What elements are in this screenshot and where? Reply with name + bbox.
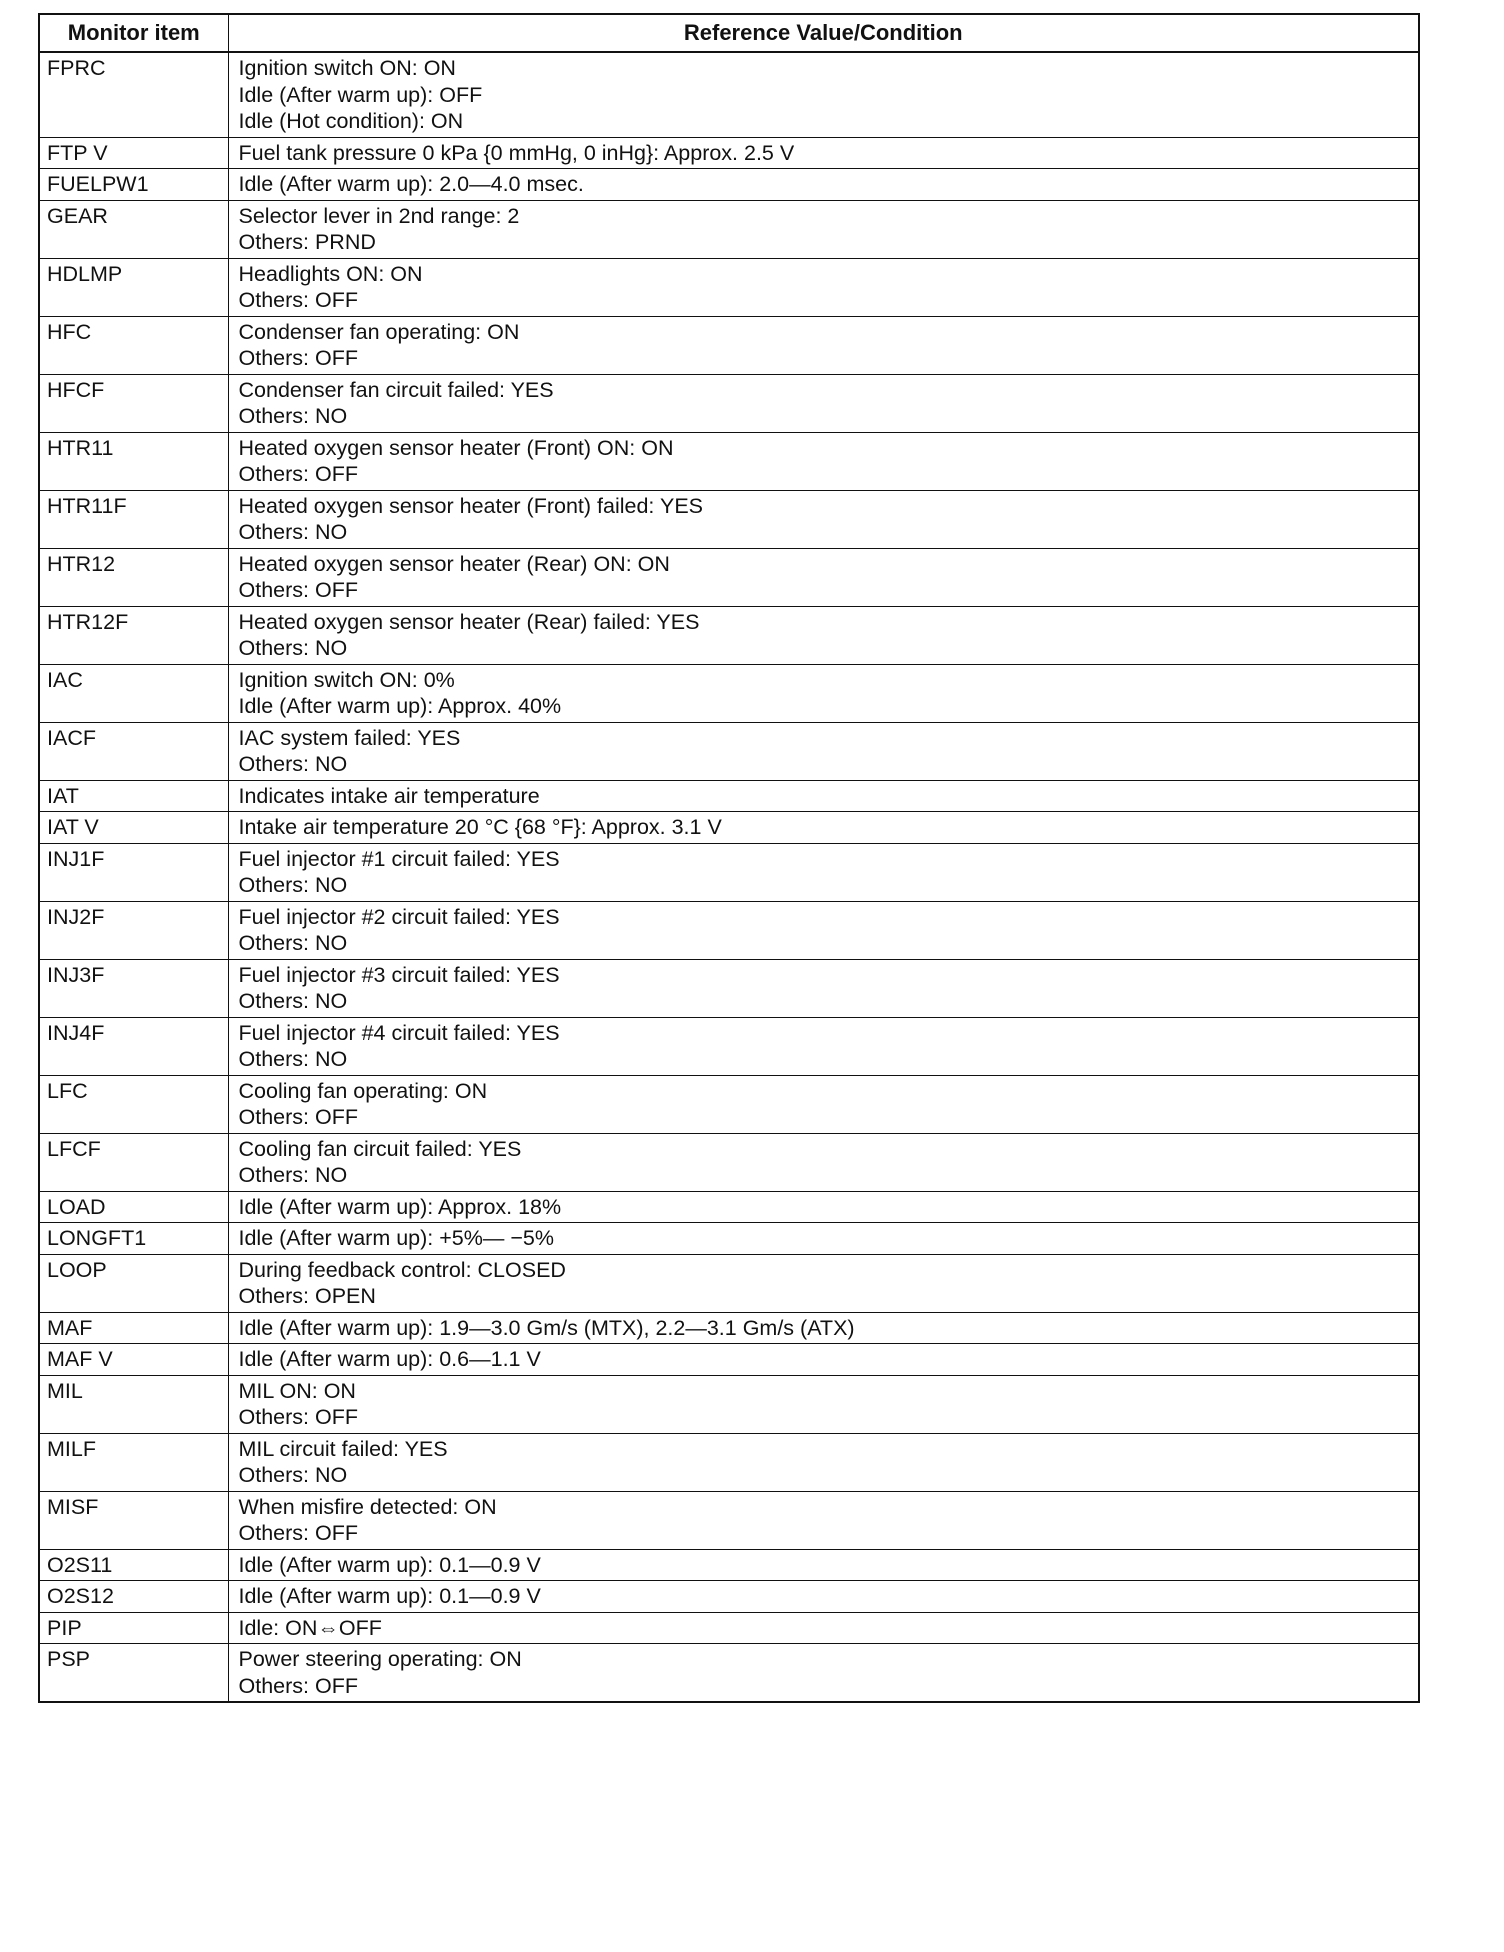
table-row — [39, 1581, 1419, 1613]
reference-value-cell — [228, 812, 1419, 844]
monitor-item-cell: MIL — [39, 1375, 228, 1433]
condition-line: Idle (After warm up): 2.0—4.0 msec. — [238, 172, 584, 196]
table-row — [39, 606, 1419, 664]
condition-line: Others: NO — [238, 752, 348, 776]
reference-value-cell — [228, 780, 1419, 812]
monitor-item-cell: LONGFT1 — [39, 1223, 228, 1255]
monitor-item-cell: FUELPW1 — [39, 169, 228, 201]
reference-value-cell — [228, 664, 1419, 722]
monitor-item-cell: LFCF — [39, 1133, 228, 1191]
reference-value-cell — [228, 606, 1419, 664]
reference-value-cell — [228, 52, 1419, 137]
condition-line: Others: NO — [238, 873, 348, 897]
condition-line: Others: OPEN — [238, 1284, 376, 1308]
condition-line: Fuel injector #3 circuit failed: YES — [238, 962, 560, 987]
table-header — [39, 14, 1419, 52]
table-row — [39, 1612, 1419, 1644]
condition-line: Others: NO — [238, 520, 348, 544]
condition-line: IAC system failed: YES — [238, 725, 461, 750]
header-reference-value: Reference Value/Condition — [228, 14, 1419, 52]
condition-line: Others: OFF — [238, 462, 358, 486]
condition-line: Idle (Hot condition): ON — [238, 109, 464, 133]
table-row — [39, 812, 1419, 844]
condition-line: Fuel tank pressure 0 kPa {0 mmHg, 0 inHg}: Approx. 2.5 V — [238, 140, 795, 165]
reference-value-cell — [228, 1549, 1419, 1581]
table-row — [39, 1017, 1419, 1075]
condition-line: Idle (After warm up): 0.1—0.9 V — [238, 1584, 541, 1608]
condition-line: Others: OFF — [238, 1673, 358, 1698]
condition-line: Others: NO — [238, 931, 348, 955]
table-row — [39, 1433, 1419, 1491]
condition-line: Intake air temperature 20 °C {68 °F}: Approx. 3.1 V — [238, 815, 722, 839]
condition-line: Others: NO — [238, 636, 348, 660]
condition-line: Idle (After warm up): 0.6—1.1 V — [238, 1347, 541, 1371]
table-row — [39, 1312, 1419, 1344]
condition-line: Others: OFF — [238, 1521, 358, 1545]
table-body — [39, 52, 1419, 1702]
monitor-item-cell: IACF — [39, 722, 228, 780]
table-row — [39, 780, 1419, 812]
condition-line: Idle (After warm up): 1.9—3.0 Gm/s (MTX), 2.2—3.1 Gm/s (ATX) — [238, 1315, 855, 1340]
reference-value-cell — [228, 1344, 1419, 1376]
reference-value-cell — [228, 316, 1419, 374]
table-row — [39, 432, 1419, 490]
table-row — [39, 1223, 1419, 1255]
condition-line: Selector lever in 2nd range: 2 — [238, 203, 520, 228]
reference-value-cell — [228, 432, 1419, 490]
monitor-item-cell: HFC — [39, 316, 228, 374]
table-row — [39, 1344, 1419, 1376]
table-row — [39, 258, 1419, 316]
condition-line: Idle (After warm up): Approx. 40% — [238, 694, 562, 718]
condition-line: Idle (After warm up): 0.1—0.9 V — [238, 1552, 541, 1577]
monitor-item-cell: MAF V — [39, 1344, 228, 1376]
table-row — [39, 200, 1419, 258]
reference-value-cell — [228, 1433, 1419, 1491]
table-row — [39, 1491, 1419, 1549]
monitor-item-cell: LOOP — [39, 1254, 228, 1312]
monitor-item-cell: INJ3F — [39, 959, 228, 1017]
reference-value-cell — [228, 1612, 1419, 1644]
table-row — [39, 374, 1419, 432]
condition-line: Others: PRND — [238, 230, 376, 254]
condition-line: Fuel injector #4 circuit failed: YES — [238, 1020, 560, 1045]
condition-line: Others: OFF — [238, 1105, 358, 1129]
condition-line: Cooling fan circuit failed: YES — [238, 1136, 522, 1161]
condition-line: Others: OFF — [238, 346, 358, 370]
condition-line: Heated oxygen sensor heater (Rear) ON: ON — [238, 551, 670, 576]
condition-line: Ignition switch ON: ON — [238, 56, 456, 80]
condition-line: Others: OFF — [238, 1405, 358, 1429]
monitor-item-cell: HFCF — [39, 374, 228, 432]
table-row — [39, 1644, 1419, 1703]
table-row — [39, 316, 1419, 374]
condition-line: Others: OFF — [238, 578, 358, 602]
monitor-item-cell: HTR11F — [39, 490, 228, 548]
table-row — [39, 137, 1419, 169]
table-row — [39, 548, 1419, 606]
table-row — [39, 1075, 1419, 1133]
condition-line: Heated oxygen sensor heater (Front) failed: YES — [238, 493, 703, 518]
monitor-item-cell: PSP — [39, 1644, 228, 1703]
monitor-item-cell: IAT — [39, 780, 228, 812]
condition-line: Others: NO — [238, 989, 348, 1013]
condition-line: Others: NO — [238, 1463, 348, 1487]
table-row — [39, 843, 1419, 901]
reference-value-cell — [228, 490, 1419, 548]
condition-line: Idle (After warm up): OFF — [238, 82, 483, 107]
condition-line: Headlights ON: ON — [238, 261, 423, 286]
monitor-item-cell: O2S12 — [39, 1581, 228, 1613]
condition-line: Condenser fan operating: ON — [238, 319, 520, 344]
reference-value-cell — [228, 722, 1419, 780]
monitor-item-cell: HTR12F — [39, 606, 228, 664]
condition-line: Others: NO — [238, 1047, 348, 1071]
condition-line: Heated oxygen sensor heater (Rear) failed: YES — [238, 609, 700, 634]
monitor-item-cell: LFC — [39, 1075, 228, 1133]
condition-line: Idle (After warm up): Approx. 18% — [238, 1194, 562, 1219]
table-row — [39, 1133, 1419, 1191]
table-row — [39, 1191, 1419, 1223]
condition-line: Indicates intake air temperature — [238, 783, 540, 808]
reference-value-cell — [228, 374, 1419, 432]
table-row — [39, 722, 1419, 780]
condition-line: When misfire detected: ON — [238, 1494, 497, 1519]
header-monitor-item: Monitor item — [39, 14, 228, 52]
table-row — [39, 52, 1419, 137]
condition-line: Ignition switch ON: 0% — [238, 667, 455, 692]
reference-value-cell — [228, 1254, 1419, 1312]
monitor-item-cell: IAT V — [39, 812, 228, 844]
monitor-item-cell: HTR11 — [39, 432, 228, 490]
condition-line: Power steering operating: ON — [238, 1647, 522, 1671]
monitor-item-cell: O2S11 — [39, 1549, 228, 1581]
condition-line: Others: NO — [238, 404, 348, 428]
reference-value-cell — [228, 1491, 1419, 1549]
table-row — [39, 490, 1419, 548]
monitor-item-cell: FTP V — [39, 137, 228, 169]
reference-value-cell — [228, 1223, 1419, 1255]
monitor-item-cell: INJ2F — [39, 901, 228, 959]
reference-value-cell — [228, 137, 1419, 169]
table-row — [39, 169, 1419, 201]
table-row — [39, 959, 1419, 1017]
monitor-item-cell: LOAD — [39, 1191, 228, 1223]
condition-line: Fuel injector #2 circuit failed: YES — [238, 904, 560, 929]
condition-line: Fuel injector #1 circuit failed: YES — [238, 846, 560, 871]
condition-line: During feedback control: CLOSED — [238, 1257, 566, 1282]
monitor-item-cell: MISF — [39, 1491, 228, 1549]
monitor-item-cell: PIP — [39, 1612, 228, 1644]
monitor-item-cell: HDLMP — [39, 258, 228, 316]
reference-value-cell — [228, 169, 1419, 201]
monitor-item-cell: IAC — [39, 664, 228, 722]
reference-value-cell — [228, 1191, 1419, 1223]
reference-value-cell — [228, 1133, 1419, 1191]
reference-value-cell — [228, 1075, 1419, 1133]
table-row — [39, 1549, 1419, 1581]
table-row — [39, 1254, 1419, 1312]
condition-line: Condenser fan circuit failed: YES — [238, 377, 554, 402]
monitor-item-table — [38, 13, 1420, 1703]
reference-value-cell — [228, 1017, 1419, 1075]
condition-line: MIL ON: ON — [238, 1378, 356, 1403]
header-row — [39, 14, 1419, 52]
reference-value-cell — [228, 959, 1419, 1017]
condition-line: Others: OFF — [238, 288, 358, 312]
monitor-item-cell: INJ1F — [39, 843, 228, 901]
reference-value-cell — [228, 1581, 1419, 1613]
condition-line: Cooling fan operating: ON — [238, 1078, 488, 1103]
table-row — [39, 901, 1419, 959]
table-row — [39, 664, 1419, 722]
table-row — [39, 1375, 1419, 1433]
reference-value-cell — [228, 843, 1419, 901]
condition-line: Others: NO — [238, 1163, 348, 1187]
reference-value-cell — [228, 200, 1419, 258]
monitor-item-cell: HTR12 — [39, 548, 228, 606]
reference-value-cell — [228, 1644, 1419, 1703]
monitor-item-cell: GEAR — [39, 200, 228, 258]
condition-line: Idle: ON⇔OFF — [238, 1615, 382, 1640]
monitor-item-cell: MILF — [39, 1433, 228, 1491]
reference-value-cell — [228, 1375, 1419, 1433]
condition-line: Heated oxygen sensor heater (Front) ON: ON — [238, 435, 674, 460]
monitor-item-cell: FPRC — [39, 52, 228, 137]
monitor-item-cell: INJ4F — [39, 1017, 228, 1075]
reference-value-cell — [228, 258, 1419, 316]
reference-value-cell — [228, 901, 1419, 959]
reference-value-cell — [228, 1312, 1419, 1344]
reference-value-cell — [228, 548, 1419, 606]
condition-line: MIL circuit failed: YES — [238, 1436, 448, 1461]
monitor-item-cell: MAF — [39, 1312, 228, 1344]
condition-line: Idle (After warm up): +5%— −5% — [238, 1226, 554, 1250]
